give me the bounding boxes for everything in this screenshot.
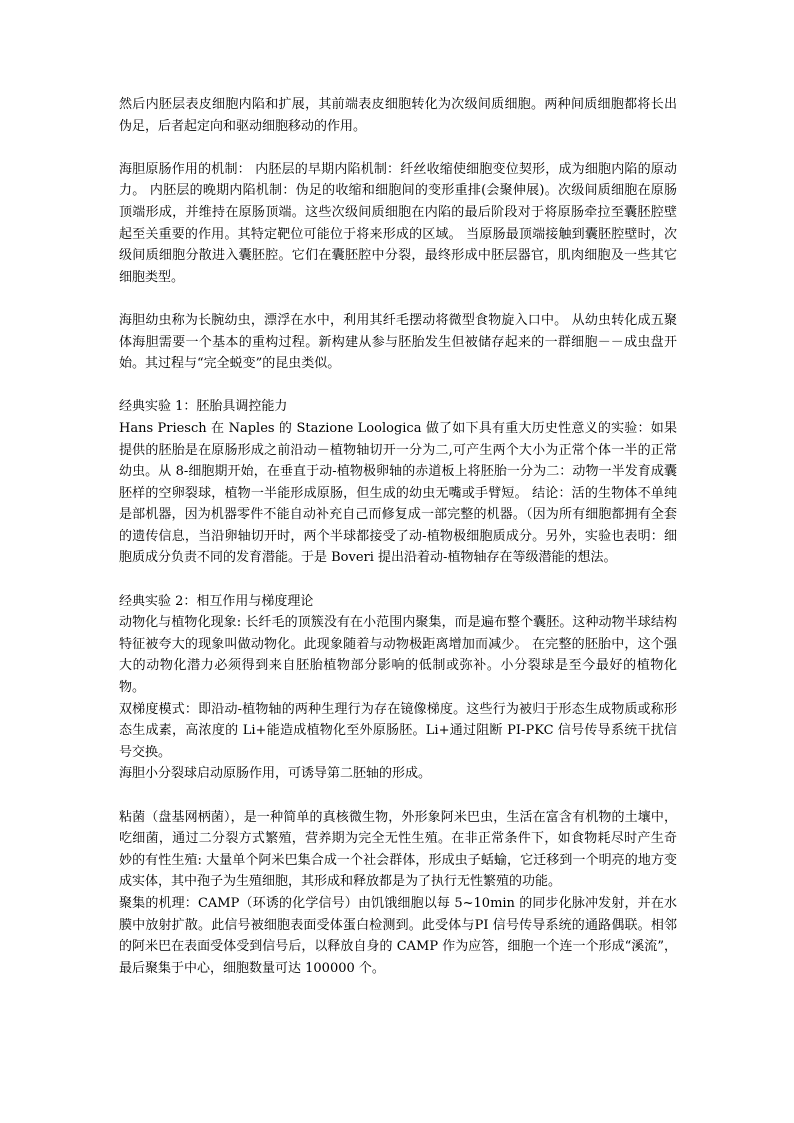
paragraph-pluteus-larva: 海胆幼虫称为长腕幼虫，漂浮在水中，利用其纤毛摆动将微型食物旋入口中。 从幼虫转化成五聚体海胆需要一个基本的重构过程。新构建从参与胚胎发生但被储存起来的一群细胞－－成虫盘开始。其过程与“完全蜕变”的昆虫类似。 [119, 312, 677, 372]
paragraph-double-gradient: 双梯度模式：即沿动-植物轴的两种生理行为存在镜像梯度。这些行为被归于形态生成物质或称形态生成素，高浓度的 Li+能造成植物化至外原肠胚。Li+通过阻断 PI-PKC 信号传导系统干扰信号交换。 [119, 701, 677, 760]
paragraph-spacer [119, 375, 677, 397]
paragraph-animalization: 动物化与植物化现象: 长纤毛的顶簇没有在小范围内聚集，而是遍布整个囊胚。这种动物半球结构特征被夸大的现象叫做动物化。此现象随着与动物极距离增加而减少。 在完整的胚胎中，这个强大的动物化潜力必须得到来自胚胎植物部分影响的低制或弥补。小分裂球是至今最好的植物化物。 [119, 615, 677, 696]
paragraph-slime-mold: 粘菌（盘基网柄菌），是一种简单的真核微生物，外形象阿米巴虫，生活在富含有机物的土壤中，吃细菌，通过二分裂方式繁殖，营养期为完全无性生殖。在非正常条件下，如食物耗尽时产生奇妙的有性生殖: 大量单个阿米巴集合成一个社会群体，形成虫子蛞蝓，它迁移到一个明亮的地方变成实体，其中孢子为生殖细胞，其形成和释放都是为了执行无性繁殖的功能。 [119, 809, 677, 890]
paragraph-driesch-experiment: Hans Priesch 在 Naples 的 Stazione Loologica 做了如下具有重大历史性意义的实验：如果提供的胚胎是在原肠形成之前沿动－植物轴切开一分为二,可产生两个大小为正常个体一半的正常幼虫。从 8-细胞期开始，在垂直于动-植物极卵轴的赤道板上将胚胎一分为二：动物一半发育成囊胚样的空卵裂球，植物一半能形成原肠，但生成的幼虫无嘴或手臂短。 结论：活的生物体不单纯是部机器，因为机器零件不能自动补充自己而修复成一部完整的机器。（因为所有细胞都拥有全套的遗传信息，当沿卵轴切开时，两个半球都接受了动-植物极细胞质成分。另外，实验也表明：细胞质成分负责不同的发育潜能。于是 Boveri 提出沿着动-植物轴存在等级潜能的想法。 [119, 420, 677, 566]
paragraph-aggregation-mechanism: 聚集的机理：CAMP（环诱的化学信号）由饥饿细胞以每 5~10min 的同步化脉冲发射，并在水膜中放射扩散。此信号被细胞表面受体蛋白检测到。此受体与PI 信号传导系统的通路偶联。相邻的阿米巴在表面受体受到信号后，以释放自身的 CAMP 作为应答，细胞一个连一个形成“溪流”，最后聚集于中心，细胞数量可达 100000 个。 [119, 895, 677, 976]
paragraph-spacer [119, 569, 677, 591]
paragraph-spacer [119, 288, 677, 310]
paragraph-spacer [119, 137, 677, 159]
paragraph-micromere-induction: 海胆小分裂球启动原肠作用，可诱导第二胚轴的形成。 [119, 766, 432, 782]
experiment-2-heading: 经典实验 2：相互作用与梯度理论 [119, 593, 314, 609]
paragraph-mesenchyme-formation: 然后内胚层表皮细胞内陷和扩展，其前端表皮细胞转化为次级间质细胞。两种间质细胞都将长出伪足，后者起定向和驱动细胞移动的作用。 [119, 97, 677, 134]
experiment-1-heading: 经典实验 1：胚胎具调控能力 [119, 399, 288, 415]
paragraph-spacer [119, 785, 677, 807]
paragraph-gastrulation-mechanism: 海胆原肠作用的机制： 内胚层的早期内陷机制：纤丝收缩使细胞变位契形，成为细胞内陷的原动力。 内胚层的晚期内陷机制：伪足的收缩和细胞间的变形重排(会聚伸展)。次级间质细胞在原肠顶端形成，并维持在原肠顶端。这些次级间质细胞在内陷的最后阶段对于将原肠牵拉至囊胚腔壁起至关重要的作用。其特定靶位可能位于将来形成的区域。 当原肠最顶端接触到囊胚腔壁时，次级间质细胞分散进入囊胚腔。它们在囊胚腔中分裂，最终形成中胚层器官，肌肉细胞及一些其它细胞类型。 [119, 161, 677, 285]
document-body [119, 94, 677, 979]
